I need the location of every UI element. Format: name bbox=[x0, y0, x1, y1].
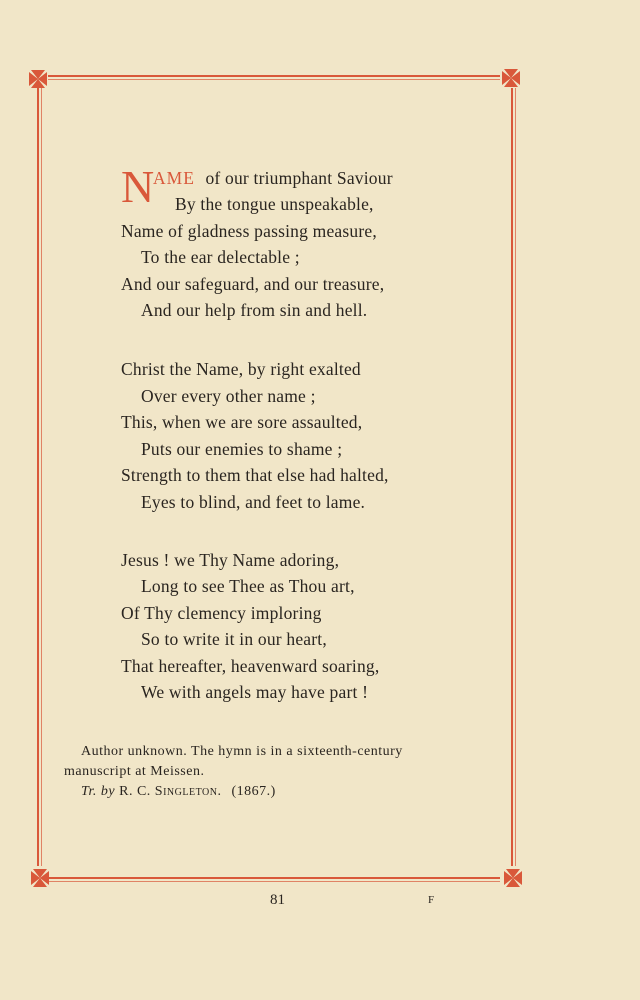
frame-left-inner-rule bbox=[41, 88, 42, 866]
poem-line: So to write it in our heart, bbox=[141, 629, 327, 649]
attribution-note bbox=[64, 742, 504, 802]
maltese-cross-icon bbox=[501, 866, 525, 890]
poem-line: Long to see Thee as Thou art, bbox=[141, 576, 355, 596]
frame-right-rule bbox=[511, 88, 513, 866]
translator-prefix: Tr. by bbox=[81, 784, 116, 799]
translator-year: (1867.) bbox=[231, 784, 276, 799]
poem-line: And our safeguard, and our treasure, bbox=[121, 274, 385, 294]
first-line-rest: of our triumphant Saviour bbox=[205, 168, 393, 188]
translator-line bbox=[64, 782, 504, 802]
signature-mark: F bbox=[428, 894, 435, 906]
poem-line: To the ear delectable ; bbox=[141, 247, 300, 267]
poem-line: Eyes to blind, and feet to lame. bbox=[141, 492, 366, 512]
drop-cap-rest: AME bbox=[153, 168, 195, 188]
page-number: 81 bbox=[270, 892, 285, 908]
poem-line: Of Thy clemency imploring bbox=[121, 603, 322, 623]
frame-bottom-rule bbox=[48, 877, 500, 879]
translator-name: R. C. Singleton. bbox=[119, 784, 222, 799]
hymn-first-line bbox=[153, 168, 393, 189]
maltese-cross-icon bbox=[28, 866, 52, 890]
frame-top-inner-rule bbox=[48, 79, 500, 80]
poem-line: Strength to them that else had halted, bbox=[121, 465, 389, 485]
poem-line: We with angels may have part ! bbox=[141, 682, 369, 702]
poem-line: Name of gladness passing measure, bbox=[121, 221, 377, 241]
frame-bottom-inner-rule bbox=[48, 881, 500, 882]
attribution-line: Author unknown. The hymn is in a sixteenth-century bbox=[81, 744, 403, 759]
poem-line: Puts our enemies to shame ; bbox=[141, 439, 343, 459]
poem-line: Over every other name ; bbox=[141, 386, 316, 406]
attribution-line: manuscript at Meissen. bbox=[64, 764, 205, 779]
poem-line: This, when we are sore assaulted, bbox=[121, 412, 363, 432]
poem-line: And our help from sin and hell. bbox=[141, 300, 368, 320]
maltese-cross-icon bbox=[26, 67, 50, 91]
poem-line: Jesus ! we Thy Name adoring, bbox=[121, 550, 340, 570]
frame-top-rule bbox=[48, 75, 500, 77]
poem-line: That hereafter, heavenward soaring, bbox=[121, 656, 380, 676]
poem-line: Christ the Name, by right exalted bbox=[121, 359, 361, 379]
poem-line: By the tongue unspeakable, bbox=[175, 194, 374, 214]
drop-cap: N bbox=[121, 161, 155, 212]
maltese-cross-icon bbox=[499, 66, 523, 90]
frame-right-inner-rule bbox=[515, 88, 516, 866]
frame-left-rule bbox=[37, 88, 39, 866]
